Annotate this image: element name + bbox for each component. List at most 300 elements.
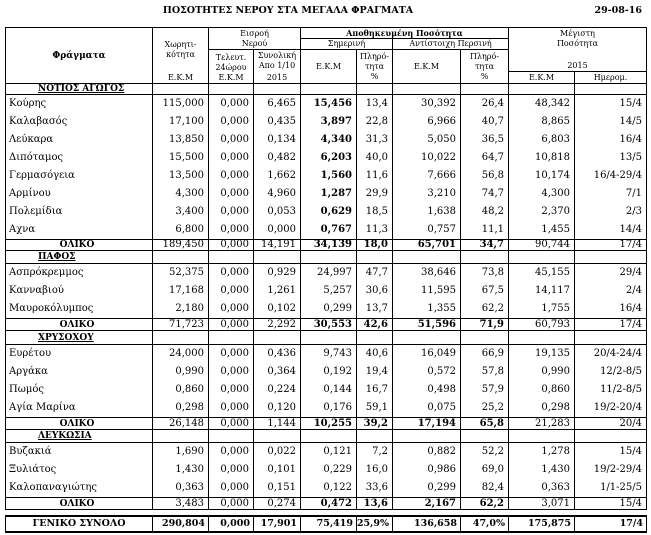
capacity-value: 13,500 — [153, 167, 209, 185]
inflow-total-value: 1,144 — [254, 417, 301, 430]
storage-lastyear-pct: 40,7 — [461, 113, 509, 131]
storage-lastyear-pct: 66,9 — [461, 345, 509, 363]
table-row — [6, 185, 647, 203]
table-header — [6, 28, 647, 84]
storage-lastyear-value: 17,194 — [393, 417, 461, 430]
max-storage-value: 6,803 — [509, 131, 575, 149]
section-header-cell — [461, 430, 509, 443]
storage-lastyear-pct: 57,8 — [461, 363, 509, 381]
storage-lastyear-value: 6,966 — [393, 113, 461, 131]
section-header-cell — [209, 84, 254, 95]
table-row — [6, 167, 647, 185]
storage-lastyear-pct: 62,2 — [461, 497, 509, 510]
storage-lastyear-pct: 82,4 — [461, 479, 509, 497]
pct-unit: % — [370, 71, 379, 81]
capacity-value: 24,000 — [153, 345, 209, 363]
section-header-row — [6, 331, 647, 345]
inflow-total-value: 0,101 — [254, 461, 301, 479]
inflow-total-value: 14,191 — [254, 239, 301, 251]
capacity-value: 71,723 — [153, 318, 209, 331]
inflow-header-line1: Εισροή — [240, 28, 269, 38]
section-header-cell — [575, 430, 647, 443]
storage-today-value: 0,472 — [301, 497, 357, 510]
capacity-value: 52,375 — [153, 264, 209, 282]
section-header-cell — [153, 331, 209, 345]
table-row — [6, 113, 647, 131]
table-row — [6, 300, 647, 318]
inflow-24h-value: 0,000 — [209, 221, 254, 239]
section-header-cell — [509, 331, 575, 345]
storage-today-pct: 13,6 — [357, 497, 393, 510]
storage-lastyear-value: 0,757 — [393, 221, 461, 239]
inflow-24h-value: 0,000 — [209, 149, 254, 167]
storage-today-value: 30,553 — [301, 318, 357, 331]
dam-name: Γερμασόγεια — [6, 167, 153, 185]
storage-today-pct: 30,6 — [357, 282, 393, 300]
capacity-value: 1,690 — [153, 443, 209, 461]
table-row — [6, 399, 647, 417]
storage-lastyear-value: 1,355 — [393, 300, 461, 318]
storage-today-value: 0,767 — [301, 221, 357, 239]
inflow-24h-value: 0,000 — [209, 517, 254, 531]
table-row — [6, 203, 647, 221]
storage-lastyear-pct: 26,4 — [461, 95, 509, 113]
section-header-cell — [153, 251, 209, 264]
max-storage-date: 2/3 — [575, 203, 647, 221]
section-header-cell — [254, 84, 301, 95]
inflow-24h-value: 0,000 — [209, 381, 254, 399]
section-header-cell — [509, 84, 575, 95]
dam-name: Κανναβιού — [6, 282, 153, 300]
storage-today-pct: 22,8 — [357, 113, 393, 131]
capacity-value: 3,400 — [153, 203, 209, 221]
inflow-24h-value: 0,000 — [209, 497, 254, 510]
inflow-24h-value: 0,000 — [209, 95, 254, 113]
section-total-row — [6, 239, 647, 251]
inflow-24h-value: 0,000 — [209, 203, 254, 221]
section-header-cell — [509, 430, 575, 443]
inflow-total-value: 0,435 — [254, 113, 301, 131]
section-title: ΝΟΤΙΟΣ ΑΓΩΓΟΣ — [6, 84, 153, 95]
section-header-cell — [393, 331, 461, 345]
pct-line1: Πληρό- — [469, 51, 500, 61]
table-row — [6, 479, 647, 497]
max-storage-title — [557, 28, 598, 49]
max-storage-value: 0,363 — [509, 479, 575, 497]
section-header-cell — [575, 251, 647, 264]
dam-name: Βυζακιά — [6, 443, 153, 461]
storage-lastyear-pct: 36,5 — [461, 131, 509, 149]
storage-today-value: 0,176 — [301, 399, 357, 417]
max-storage-value: 8,865 — [509, 113, 575, 131]
inflow-24h-value: 0,000 — [209, 264, 254, 282]
pct-line2: τητα — [474, 61, 495, 71]
storage-lastyear-value: 30,392 — [393, 95, 461, 113]
storage-lastyear-value: 51,596 — [393, 318, 461, 331]
max-storage-date: 15/4 — [575, 95, 647, 113]
max-storage-value: 14,117 — [509, 282, 575, 300]
inflow-total-value: 2,292 — [254, 318, 301, 331]
section-header-cell — [393, 251, 461, 264]
inflow-24h-value: 0,000 — [209, 318, 254, 331]
storage-lastyear-pct: 34,7 — [461, 239, 509, 251]
storage-lastyear-pct: 69,0 — [461, 461, 509, 479]
inflow-24h-value: 0,000 — [209, 300, 254, 318]
storage-today-pct: 47,7 — [357, 264, 393, 282]
capacity-value: 1,430 — [153, 461, 209, 479]
storage-today-pct: 16,7 — [357, 381, 393, 399]
inflow-24h-unit: Ε.Κ.Μ — [209, 72, 254, 84]
dam-name: Αγία Μαρίνα — [6, 399, 153, 417]
inflow-24h-value: 0,000 — [209, 113, 254, 131]
max-storage-date: 15/4 — [575, 443, 647, 461]
storage-today-pct: 19,4 — [357, 363, 393, 381]
inflow-total-value: 0,134 — [254, 131, 301, 149]
section-header-cell — [357, 430, 393, 443]
capacity-header-line2: κότητα — [166, 50, 195, 59]
inflow-24h-value: 0,000 — [209, 185, 254, 203]
inflow-total-header — [254, 50, 301, 72]
max-storage-date: 20/4 — [575, 417, 647, 430]
max-storage-value: 2,370 — [509, 203, 575, 221]
storage-lastyear-unit: Ε.Κ.Μ — [393, 50, 461, 84]
max-storage-value: 48,342 — [509, 95, 575, 113]
inflow-24h-value: 0,000 — [209, 363, 254, 381]
max-storage-value: 10,818 — [509, 149, 575, 167]
storage-today-value: 0,299 — [301, 300, 357, 318]
capacity-value: 189,450 — [153, 239, 209, 251]
max-storage-date: 17/4 — [575, 318, 647, 331]
inflow-total-value: 0,482 — [254, 149, 301, 167]
inflow-24h-line2: 24ώρου — [215, 62, 247, 72]
section-header-cell — [357, 84, 393, 95]
inflow-total-value: 1,662 — [254, 167, 301, 185]
dam-name: Πολεμίδια — [6, 203, 153, 221]
section-header-cell — [153, 430, 209, 443]
storage-today-value: 1,560 — [301, 167, 357, 185]
max-storage-date: 16/4 — [575, 300, 647, 318]
storage-lastyear-value: 10,022 — [393, 149, 461, 167]
max-storage-value: 1,430 — [509, 461, 575, 479]
inflow-24h-value: 0,000 — [209, 282, 254, 300]
table-row — [6, 95, 647, 113]
storage-today-pct: 29,9 — [357, 185, 393, 203]
storage-today-value: 0,192 — [301, 363, 357, 381]
max-storage-date: 16/4-29/4 — [575, 167, 647, 185]
section-header-cell — [301, 331, 357, 345]
max-storage-date: 14/4 — [575, 221, 647, 239]
dam-name: Ασπρόκρεμμος — [6, 264, 153, 282]
section-header-cell — [461, 84, 509, 95]
max-storage-value: 90,744 — [509, 239, 575, 251]
table-row — [6, 381, 647, 399]
storage-lastyear-pct: 47,0% — [461, 517, 509, 531]
storage-lastyear-value: 0,075 — [393, 399, 461, 417]
storage-lastyear-pct: 64,7 — [461, 149, 509, 167]
max-storage-value: 1,278 — [509, 443, 575, 461]
inflow-24h-value: 0,000 — [209, 167, 254, 185]
inflow-header-line2: Νερού — [241, 38, 268, 48]
inflow-total-year: 2015 — [254, 72, 301, 84]
inflow-total-value: 1,261 — [254, 282, 301, 300]
max-storage-value: 0,298 — [509, 399, 575, 417]
max-storage-value: 10,174 — [509, 167, 575, 185]
storage-today-pct: 7,2 — [357, 443, 393, 461]
storage-lastyear-pct: 74,7 — [461, 185, 509, 203]
section-header-cell — [153, 84, 209, 95]
table-row — [6, 282, 647, 300]
capacity-header — [153, 28, 209, 72]
dams-header-label: Φράγματα — [52, 50, 106, 61]
section-header-cell — [301, 430, 357, 443]
section-header-row — [6, 251, 647, 264]
inflow-total-value: 0,436 — [254, 345, 301, 363]
storage-lastyear-pct: 11,1 — [461, 221, 509, 239]
report-title: ΠΟΣΟΤΗΤΕΣ ΝΕΡΟΥ ΣΤΑ ΜΕΓΑΛΑ ΦΡΑΓΜΑΤΑ — [162, 5, 414, 16]
storage-lastyear-pct: 48,2 — [461, 203, 509, 221]
capacity-value: 290,804 — [153, 517, 209, 531]
dam-name: Κούρης — [6, 95, 153, 113]
inflow-total-line2: Απο 1/10 — [258, 61, 296, 70]
dam-name: Ευρέτου — [6, 345, 153, 363]
max-storage-date: 20/4-24/4 — [575, 345, 647, 363]
pct-line2: τητα — [364, 61, 385, 71]
capacity-value: 2,180 — [153, 300, 209, 318]
capacity-value: 0,990 — [153, 363, 209, 381]
max-storage-value: 21,283 — [509, 417, 575, 430]
pct-unit: % — [480, 71, 489, 81]
storage-lastyear-value: 0,572 — [393, 363, 461, 381]
inflow-24h-value: 0,000 — [209, 399, 254, 417]
storage-lastyear-value: 3,210 — [393, 185, 461, 203]
section-total-row — [6, 318, 647, 331]
storage-today-pct: 18,5 — [357, 203, 393, 221]
section-header-cell — [209, 331, 254, 345]
storage-lastyear-value: 0,882 — [393, 443, 461, 461]
max-storage-value: 1,755 — [509, 300, 575, 318]
storage-today-pct: 18,0 — [357, 239, 393, 251]
grand-total-label: ΓΕΝΙΚΟ ΣΥΝΟΛΟ — [6, 517, 153, 531]
section-header-cell — [254, 430, 301, 443]
capacity-value: 6,800 — [153, 221, 209, 239]
section-header-cell — [357, 331, 393, 345]
storage-today-value: 0,121 — [301, 443, 357, 461]
dam-name: Πωμός — [6, 381, 153, 399]
inflow-total-value: 6,465 — [254, 95, 301, 113]
section-title: ΧΡΥΣΟΧΟΥ — [6, 331, 153, 345]
max-storage-value: 4,300 — [509, 185, 575, 203]
inflow-total-value: 0,274 — [254, 497, 301, 510]
capacity-value: 26,148 — [153, 417, 209, 430]
table-row — [6, 443, 647, 461]
max-storage-year: 2015 — [567, 61, 588, 70]
storage-lastyear-value: 2,167 — [393, 497, 461, 510]
inflow-total-value: 0,224 — [254, 381, 301, 399]
dams-header — [6, 28, 153, 84]
max-storage-value: 1,455 — [509, 221, 575, 239]
inflow-total-value: 0,053 — [254, 203, 301, 221]
inflow-header — [209, 28, 301, 50]
dam-name: Καλοπαναγιώτης — [6, 479, 153, 497]
storage-lastyear-pct: 71,9 — [461, 318, 509, 331]
inflow-24h-value: 0,000 — [209, 417, 254, 430]
storage-today-unit: Ε.Κ.Μ — [301, 50, 357, 84]
storage-today-value: 6,203 — [301, 149, 357, 167]
inflow-total-line1: Συνολική — [257, 51, 297, 60]
storage-today-pct: 11,6 — [357, 167, 393, 185]
storage-today-pct: 31,3 — [357, 131, 393, 149]
section-header-cell — [254, 331, 301, 345]
storage-today-pct: 40,0 — [357, 149, 393, 167]
storage-today-pct: 13,4 — [357, 95, 393, 113]
dam-name: Καλαβασός — [6, 113, 153, 131]
max-storage-line2: Ποσότητα — [556, 39, 599, 48]
section-header-cell — [461, 331, 509, 345]
total-label: ΟΛΙΚΟ — [6, 417, 153, 430]
inflow-24h-value: 0,000 — [209, 461, 254, 479]
section-header-cell — [575, 331, 647, 345]
storage-lastyear-pct: 25,2 — [461, 399, 509, 417]
max-storage-value: 0,860 — [509, 381, 575, 399]
capacity-value: 115,000 — [153, 95, 209, 113]
storage-today-pct: 59,1 — [357, 399, 393, 417]
capacity-value: 13,850 — [153, 131, 209, 149]
section-header-cell — [357, 251, 393, 264]
inflow-total-value: 0,120 — [254, 399, 301, 417]
capacity-value: 0,298 — [153, 399, 209, 417]
storage-today-pct: 25,9% — [357, 517, 393, 531]
inflow-total-value: 0,102 — [254, 300, 301, 318]
inflow-24h-value: 0,000 — [209, 345, 254, 363]
capacity-value: 3,483 — [153, 497, 209, 510]
storage-lastyear-pct: 65,8 — [461, 417, 509, 430]
max-storage-date: 12/2-8/5 — [575, 363, 647, 381]
max-storage-date: 1/1-25/5 — [575, 479, 647, 497]
max-storage-line1: Μέγιστη — [560, 29, 595, 38]
inflow-total-value: 0,364 — [254, 363, 301, 381]
section-title: ΛΕΥΚΩΣΙΑ — [6, 430, 153, 443]
max-storage-value: 45,155 — [509, 264, 575, 282]
table-row — [6, 264, 647, 282]
dam-name: Αχνα — [6, 221, 153, 239]
storage-today-value: 34,139 — [301, 239, 357, 251]
storage-lastyear-value: 1,638 — [393, 203, 461, 221]
capacity-value: 4,300 — [153, 185, 209, 203]
capacity-value: 0,363 — [153, 479, 209, 497]
dam-name: Λεύκαρα — [6, 131, 153, 149]
storage-today-pct: 40,6 — [357, 345, 393, 363]
storage-today-pct-header — [357, 50, 393, 84]
storage-today-pct: 16,0 — [357, 461, 393, 479]
storage-lastyear-value: 5,050 — [393, 131, 461, 149]
max-storage-date-header: Ημερομ. — [575, 72, 647, 84]
grand-total-row — [5, 515, 647, 533]
max-storage-value: 175,875 — [509, 517, 575, 531]
inflow-total-value: 4,960 — [254, 185, 301, 203]
inflow-24h-value: 0,000 — [209, 479, 254, 497]
table-row — [6, 345, 647, 363]
max-storage-value: 60,793 — [509, 318, 575, 331]
section-total-row — [6, 497, 647, 510]
storage-today-value: 4,340 — [301, 131, 357, 149]
storage-today-value: 5,257 — [301, 282, 357, 300]
max-storage-date: 2/4 — [575, 282, 647, 300]
storage-lastyear-value: 0,299 — [393, 479, 461, 497]
storage-lastyear-pct: 57,9 — [461, 381, 509, 399]
storage-today-value: 0,629 — [301, 203, 357, 221]
storage-lastyear-pct-header — [461, 50, 509, 84]
table-row — [6, 461, 647, 479]
max-storage-date: 17/4 — [575, 239, 647, 251]
dam-name: Ξυλιάτος — [6, 461, 153, 479]
max-storage-date: 11/2-8/5 — [575, 381, 647, 399]
table-row — [6, 131, 647, 149]
capacity-value: 17,168 — [153, 282, 209, 300]
total-label: ΟΛΙΚΟ — [6, 318, 153, 331]
inflow-total-value: 17,901 — [254, 517, 301, 531]
capacity-value: 0,860 — [153, 381, 209, 399]
max-storage-date: 17/4 — [575, 517, 647, 531]
capacity-value: 15,500 — [153, 149, 209, 167]
section-header-row — [6, 84, 647, 95]
section-header-cell — [393, 84, 461, 95]
total-label: ΟΛΙΚΟ — [6, 239, 153, 251]
inflow-total-value: 0,929 — [254, 264, 301, 282]
section-header-cell — [509, 251, 575, 264]
storage-today-value: 10,255 — [301, 417, 357, 430]
storage-today-pct: 11,3 — [357, 221, 393, 239]
inflow-24h-header — [209, 50, 254, 72]
max-storage-value: 3,071 — [509, 497, 575, 510]
inflow-total-value: 0,022 — [254, 443, 301, 461]
section-header-cell — [209, 251, 254, 264]
total-label: ΟΛΙΚΟ — [6, 497, 153, 510]
storage-today-value: 9,743 — [301, 345, 357, 363]
inflow-24h-value: 0,000 — [209, 443, 254, 461]
storage-today-value: 75,419 — [301, 517, 357, 531]
storage-today-value: 24,997 — [301, 264, 357, 282]
storage-today-value: 0,229 — [301, 461, 357, 479]
storage-lastyear-pct: 52,2 — [461, 443, 509, 461]
storage-today-pct: 42,6 — [357, 318, 393, 331]
max-storage-date: 15/4 — [575, 497, 647, 510]
section-total-row — [6, 417, 647, 430]
inflow-24h-line1: Τελευτ. — [215, 52, 247, 62]
dam-name: Μαυροκόλυμπος — [6, 300, 153, 318]
max-storage-date: 29/4 — [575, 264, 647, 282]
table-row — [6, 221, 647, 239]
storage-today-header: Σημερινή — [301, 39, 393, 50]
dam-name: Αρμίνου — [6, 185, 153, 203]
dam-name: Διπόταμος — [6, 149, 153, 167]
max-storage-date: 19/2-20/4 — [575, 399, 647, 417]
dam-name: Αργάκα — [6, 363, 153, 381]
reservoir-table — [5, 27, 647, 510]
section-header-cell — [301, 251, 357, 264]
table-row — [6, 149, 647, 167]
max-storage-date: 14/5 — [575, 113, 647, 131]
section-header-cell — [575, 84, 647, 95]
storage-lastyear-value: 65,701 — [393, 239, 461, 251]
section-header-cell — [254, 251, 301, 264]
section-header-cell — [393, 430, 461, 443]
storage-today-pct: 39,2 — [357, 417, 393, 430]
inflow-total-value: 0,151 — [254, 479, 301, 497]
report-date: 29-08-16 — [594, 5, 642, 16]
storage-lastyear-value: 7,666 — [393, 167, 461, 185]
max-storage-date: 7/1 — [575, 185, 647, 203]
inflow-24h-value: 0,000 — [209, 131, 254, 149]
